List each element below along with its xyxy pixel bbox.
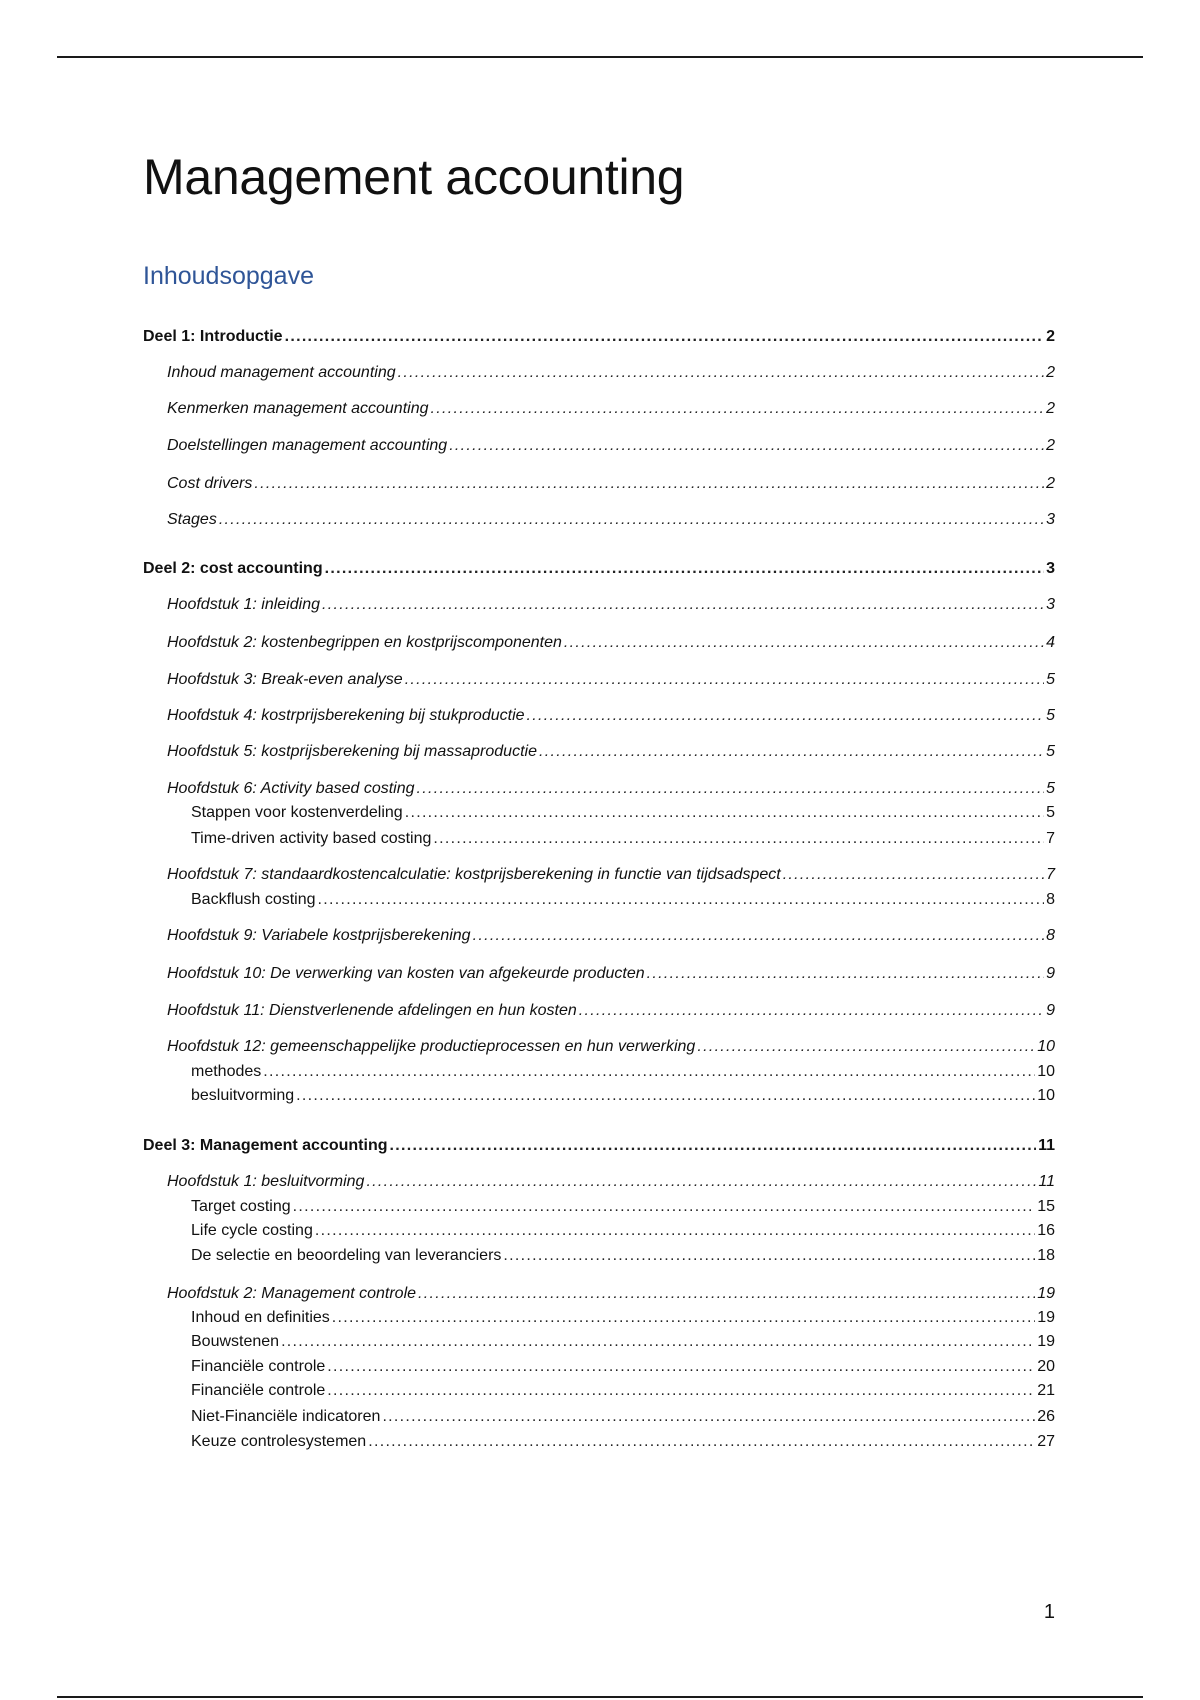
- toc-subentry[interactable]: [191, 829, 1055, 849]
- toc-entry-page: 19: [1037, 1285, 1055, 1302]
- toc-entry-label: Time-driven activity based costing: [191, 830, 432, 847]
- toc-entry-page: 27: [1037, 1433, 1055, 1450]
- toc-entry[interactable]: [167, 865, 1055, 885]
- toc-subentry[interactable]: [191, 1197, 1055, 1217]
- toc-entry-page: 3: [1046, 560, 1055, 577]
- toc-subentry[interactable]: [191, 1246, 1055, 1266]
- toc-entry[interactable]: [167, 1001, 1055, 1021]
- toc-entry-label: methodes: [191, 1063, 262, 1080]
- toc-entry-page: 20: [1037, 1358, 1055, 1375]
- toc-entry-label: De selectie en beoordeling van leveranciers: [191, 1247, 502, 1264]
- toc-entry-page: 7: [1046, 830, 1055, 847]
- toc-entry-label: Deel 1: Introductie: [143, 328, 283, 345]
- toc-subentry[interactable]: [191, 1221, 1055, 1241]
- toc-entry[interactable]: [167, 964, 1055, 984]
- toc-subentry[interactable]: [191, 1332, 1055, 1352]
- toc-entry[interactable]: [167, 670, 1055, 690]
- toc-entry-page: 10: [1037, 1063, 1055, 1080]
- toc-subentry[interactable]: [191, 1308, 1055, 1328]
- toc-entry-label: Hoofdstuk 10: De verwerking van kosten van afgekeurde producten: [167, 965, 645, 982]
- toc-entry-page: 5: [1046, 743, 1055, 760]
- toc-subentry[interactable]: [191, 803, 1055, 823]
- toc-entry-label: besluitvorming: [191, 1087, 295, 1104]
- toc-subentry[interactable]: [191, 1407, 1055, 1427]
- bottom-rule: [57, 1696, 1143, 1698]
- toc-entry-label: Hoofdstuk 1: besluitvorming: [167, 1173, 365, 1190]
- toc-entry[interactable]: [167, 742, 1055, 762]
- toc-subentry[interactable]: [191, 1062, 1055, 1082]
- toc-entry-page: 16: [1037, 1222, 1055, 1239]
- toc-entry-label: Deel 3: Management accounting: [143, 1137, 388, 1154]
- toc-entry-label: Hoofdstuk 12: gemeenschappelijke productieprocessen en hun verwerking: [167, 1038, 696, 1055]
- toc-entry[interactable]: [167, 363, 1055, 383]
- toc-entry-page: 2: [1046, 328, 1055, 345]
- toc-entry-page: 18: [1037, 1247, 1055, 1264]
- toc-subentry[interactable]: [191, 1381, 1055, 1401]
- toc-entry-page: 11: [1038, 1173, 1055, 1190]
- toc-entry[interactable]: [167, 1284, 1055, 1304]
- toc-entry-label: Target costing: [191, 1198, 291, 1215]
- toc-entry-label: Financiële controle: [191, 1358, 326, 1375]
- toc-entry-page: 3: [1046, 511, 1055, 528]
- toc-entry-label: Stappen voor kostenverdeling: [191, 804, 403, 821]
- toc-entry-label: Hoofdstuk 6: Activity based costing: [167, 780, 415, 797]
- document-title: Management accounting: [143, 149, 685, 205]
- toc-entry-label: Doelstellingen management accounting: [167, 437, 448, 454]
- toc-entry-page: 10: [1037, 1087, 1055, 1104]
- toc-entry[interactable]: [167, 779, 1055, 799]
- toc-entry[interactable]: [167, 1037, 1055, 1057]
- toc-entry[interactable]: [167, 633, 1055, 653]
- toc-entry-label: Niet-Financiële indicatoren: [191, 1408, 381, 1425]
- toc-entry-label: Hoofdstuk 5: kostprijsberekening bij massaproductie: [167, 743, 537, 760]
- toc-entry[interactable]: [167, 1172, 1055, 1192]
- toc-entry-label: Keuze controlesystemen: [191, 1433, 367, 1450]
- toc-entry-page: 4: [1046, 634, 1055, 651]
- toc-entry[interactable]: [167, 399, 1055, 419]
- toc-entry[interactable]: [167, 926, 1055, 946]
- toc-entry-page: 10: [1037, 1038, 1055, 1055]
- toc-entry-label: Hoofdstuk 2: kostenbegrippen en kostprijscomponenten: [167, 634, 562, 651]
- toc-entry-label: Hoofdstuk 7: standaardkostencalculatie: kostprijsberekening in functie van tijdsadspect: [167, 866, 781, 883]
- toc-entry-label: Hoofdstuk 9: Variabele kostprijsberekening: [167, 927, 471, 944]
- toc-entry-page: 3: [1046, 596, 1055, 613]
- toc-entry-page: 8: [1046, 891, 1055, 908]
- toc-entry-label: Cost drivers: [167, 475, 253, 492]
- toc-entry-page: 21: [1037, 1382, 1055, 1399]
- toc-part-1[interactable]: [143, 327, 1055, 347]
- toc-entry-page: 5: [1046, 671, 1055, 688]
- toc-entry-page: 5: [1046, 707, 1055, 724]
- toc-entry-label: Bouwstenen: [191, 1333, 280, 1350]
- toc-entry-page: 8: [1046, 927, 1055, 944]
- toc-entry-label: Life cycle costing: [191, 1222, 313, 1239]
- toc-entry-page: 5: [1046, 804, 1055, 821]
- toc-entry-page: 2: [1046, 475, 1055, 492]
- toc-entry-label: Hoofdstuk 2: Management controle: [167, 1285, 417, 1302]
- toc-part-3[interactable]: [143, 1136, 1055, 1156]
- toc-entry-label: Deel 2: cost accounting: [143, 560, 323, 577]
- toc-subentry[interactable]: [191, 1432, 1055, 1452]
- toc-entry-label: Backflush costing: [191, 891, 316, 908]
- toc-entry-label: Inhoud en definities: [191, 1309, 330, 1326]
- page-number: 1: [1043, 1601, 1055, 1623]
- toc-subentry[interactable]: [191, 1086, 1055, 1106]
- toc-entry-page: 2: [1046, 364, 1055, 381]
- toc-entry-page: 19: [1037, 1309, 1055, 1326]
- toc-entry-label: Hoofdstuk 1: inleiding: [167, 596, 320, 613]
- toc-entry-label: Inhoud management accounting: [167, 364, 396, 381]
- toc-entry[interactable]: [167, 595, 1055, 615]
- toc-entry-label: Financiële controle: [191, 1382, 326, 1399]
- toc-entry-page: 2: [1046, 437, 1055, 454]
- toc-entry-label: Stages: [167, 511, 217, 528]
- toc-entry-page: 19: [1037, 1333, 1055, 1350]
- toc-entry-page: 26: [1037, 1408, 1055, 1425]
- toc-entry-page: 15: [1037, 1198, 1055, 1215]
- toc-entry[interactable]: [167, 706, 1055, 726]
- toc-subentry[interactable]: [191, 890, 1055, 910]
- top-rule: [57, 56, 1143, 58]
- toc-entry-label: Kenmerken management accounting: [167, 400, 429, 417]
- toc-entry-label: Hoofdstuk 3: Break-even analyse: [167, 671, 403, 688]
- toc-entry-page: 7: [1046, 866, 1055, 883]
- toc-entry-page: 5: [1046, 780, 1055, 797]
- toc-entry[interactable]: [167, 510, 1055, 530]
- toc-entry-label: Hoofdstuk 11: Dienstverlenende afdelingen en hun kosten: [167, 1002, 577, 1019]
- toc-entry[interactable]: [167, 474, 1055, 494]
- toc-heading: Inhoudsopgave: [143, 262, 314, 290]
- toc-subentry[interactable]: [191, 1357, 1055, 1377]
- toc-part-2[interactable]: [143, 559, 1055, 579]
- toc-entry-page: 9: [1046, 965, 1055, 982]
- toc-entry-page: 2: [1046, 400, 1055, 417]
- toc-entry-page: 9: [1046, 1002, 1055, 1019]
- toc-entry-page: 11: [1038, 1137, 1055, 1154]
- toc-entry-label: Hoofdstuk 4: kostrprijsberekening bij stukproductie: [167, 707, 525, 724]
- toc-entry[interactable]: [167, 436, 1055, 456]
